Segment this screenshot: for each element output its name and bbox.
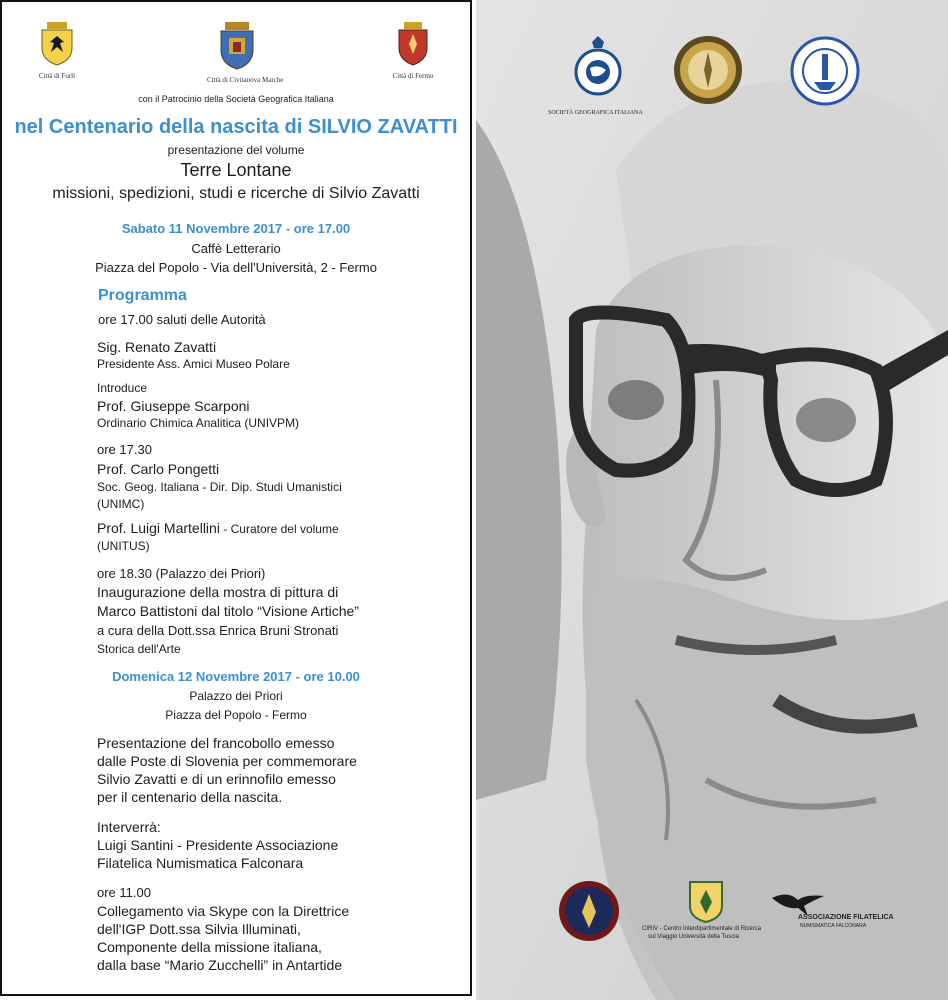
speaker-name: Prof. Luigi Martellini [97, 520, 220, 536]
event2-venue: Palazzo dei Priori [189, 689, 283, 703]
event2-date: Domenica 12 Novembre 2017 - ore 10.00 [112, 669, 360, 684]
program-time: ore 11.00 [97, 885, 151, 900]
speaker-name: Prof. Carlo Pongetti [97, 461, 220, 477]
speaker-role: (UNITUS) [97, 539, 150, 553]
societa-geografica-logo [568, 36, 628, 96]
skype-text: dalla base “Mario Zucchelli” in Antartide [97, 957, 343, 973]
speaker-line [97, 520, 339, 538]
stamp-text: dalle Poste di Slovenia per commemorare [97, 753, 357, 769]
speaker-line: Luigi Santini - Presidente Associazione [97, 837, 339, 853]
programma-heading: Programma [98, 287, 187, 304]
patronage-line: con il Patrocinio della Società Geografica Italiana [138, 94, 334, 104]
crest-civitanova [207, 22, 284, 84]
forli-crest-icon [37, 22, 77, 66]
speaker-role: Ordinario Chimica Analitica (UNIVPM) [97, 416, 300, 430]
speaker-role: (UNIMC) [97, 497, 145, 511]
logo-caption: SOCIETÀ GEOGRAFICA ITALIANA [548, 110, 643, 116]
invitation-panel [0, 0, 472, 996]
stamp-text: Silvio Zavatti e di un erinnofilo emesso [97, 771, 336, 787]
crest-caption: Città di Forlì [38, 72, 76, 80]
ciriv-logo [688, 880, 724, 924]
book-title: Terre Lontane [180, 160, 292, 180]
speaker-role: Presidente Ass. Amici Museo Polare [97, 357, 290, 371]
logo-caption: ASSOCIAZIONE FILATELICA [798, 914, 894, 921]
page-title: nel Centenario della nascita di SILVIO ZAVATTI [14, 116, 458, 138]
curator-line: a cura della Dott.ssa Enrica Bruni Stronati [97, 623, 339, 638]
portrait-panel [476, 0, 948, 1000]
civitanova-crest-icon [217, 22, 257, 70]
subtitle: presentazione del volume [167, 143, 305, 157]
event1-venue: Caffè Letterario [191, 241, 281, 256]
speaker-line: Filatelica Numismatica Falconara [97, 855, 304, 871]
istituto-geografico-logo [790, 36, 860, 106]
speaker-label: Interverrà: [97, 819, 161, 835]
logo-caption: sul Viaggio Università della Tuscia [648, 934, 739, 940]
program-line: ore 17.00 saluti delle Autorità [98, 312, 266, 327]
speaker-role: - Curatore del volume [219, 522, 339, 536]
event2-address: Piazza del Popolo - Fermo [165, 708, 307, 722]
skype-text: dell'IGP Dott.ssa Silvia Illuminati, [97, 921, 301, 937]
book-subtitle: missioni, spedizioni, studi e ricerche di Silvio Zavatti [52, 185, 420, 202]
curator-role: Storica dell'Arte [97, 642, 181, 656]
exhibition-line: Marco Battistoni dal titolo “Visione Artiche” [97, 603, 359, 619]
crest-forli [27, 22, 87, 80]
fermo-crest-icon [395, 22, 431, 66]
museo-polare-logo [558, 880, 620, 942]
crest-fermo [383, 22, 443, 80]
program-label: Introduce [97, 381, 148, 395]
event1-date: Sabato 11 Novembre 2017 - ore 17.00 [121, 221, 351, 236]
logo-caption: NUMISMATICA FALCONARA [800, 923, 867, 929]
speaker-role: Soc. Geog. Italiana - Dir. Dip. Studi Umanistici [97, 480, 342, 494]
stamp-text: per il centenario della nascita. [97, 789, 283, 805]
program-time: ore 18.30 (Palazzo dei Priori) [97, 566, 266, 581]
skype-text: Componente della missione italiana, [97, 939, 322, 955]
speaker-name: Prof. Giuseppe Scarponi [97, 398, 250, 414]
skype-text: Collegamento via Skype con la Direttrice [97, 903, 350, 919]
universita-politecnica-logo [672, 34, 744, 106]
exhibition-line: Inaugurazione della mostra di pittura di [97, 584, 339, 600]
event1-address: Piazza del Popolo - Via dell'Università, 2 - Fermo [95, 260, 377, 275]
stamp-text: Presentazione del francobollo emesso [97, 735, 335, 751]
crest-caption: Città di Civitanova Marche [207, 76, 284, 84]
silvio-zavatti-portrait [476, 0, 948, 1000]
logo-caption: CIRIV - Centro Interdipartimentale di Ricerca [642, 926, 762, 932]
speaker-name: Sig. Renato Zavatti [97, 339, 217, 355]
crest-caption: Città di Fermo [392, 72, 434, 80]
program-time: ore 17.30 [97, 442, 152, 457]
